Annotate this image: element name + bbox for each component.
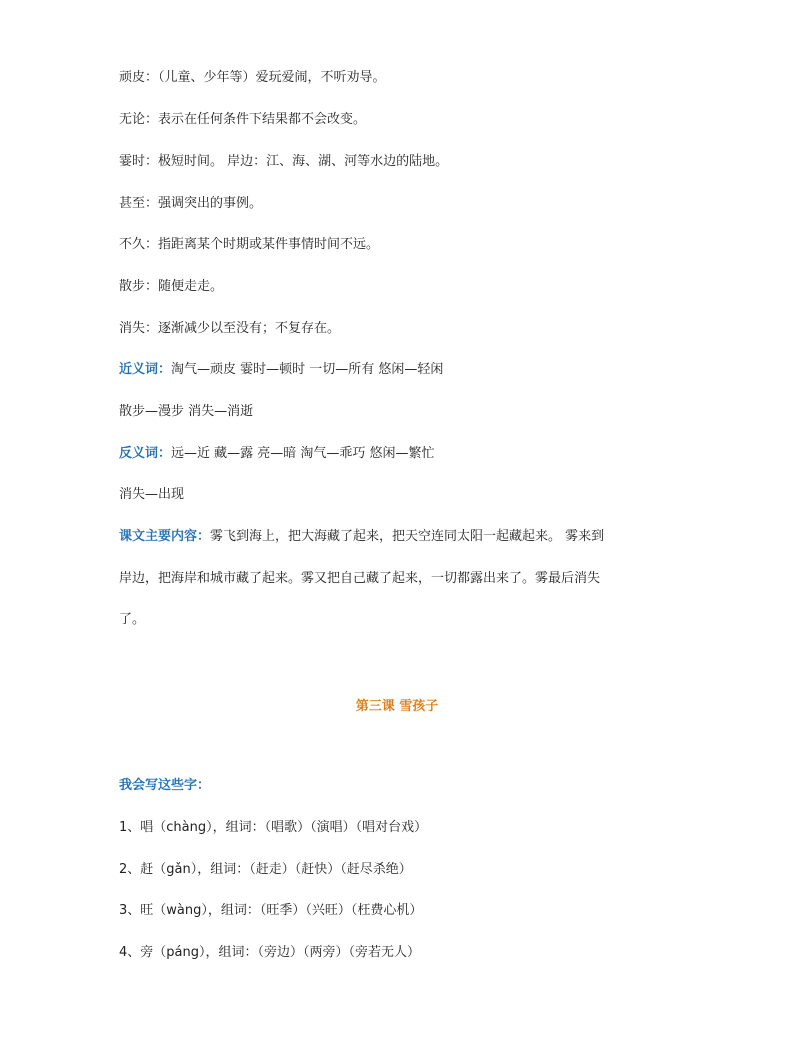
writing-item-3: 3、旺（wàng），组词：（旺季）（兴旺）（枉费心机）	[119, 903, 423, 918]
writing-item-1: 1、唱（chàng），组词：（唱歌）（演唱）（唱对台戏）	[119, 820, 428, 835]
definition-bujiu: 不久：指距离某个时期或某件事情时间不远。	[119, 237, 380, 252]
definition-wulun: 无论：表示在任何条件下结果都不会改变。	[119, 112, 367, 127]
antonyms-label: 反义词：	[119, 446, 172, 461]
chapter-title: 第三课 雪孩子	[355, 699, 439, 714]
summary-line	[119, 528, 604, 546]
summary-label: 课文主要内容：	[119, 529, 211, 544]
writing-label: 我会写这些字：	[119, 778, 211, 793]
writing-item-2: 2、赶（gǎn），组词：（赶走）（赶快）（赶尽杀绝）	[119, 862, 412, 877]
synonyms-line	[119, 361, 443, 379]
antonyms-line-2: 消失—出现	[119, 487, 185, 502]
summary-line-2: 岸边，把海岸和城市藏了起来。雾又把自己藏了起来，一切都露出来了。雾最后消失	[119, 571, 601, 586]
synonyms-text: 淘气—顽皮 霎时—顿时 一切—所有 悠闲—轻闲	[171, 362, 444, 377]
synonyms-label: 近义词：	[119, 362, 172, 377]
antonyms-line	[119, 445, 435, 463]
antonyms-text: 远—近 藏—露 亮—暗 淘气—乖巧 悠闲—繁忙	[171, 446, 435, 461]
synonyms-line-2: 散步—漫步 消失—消逝	[119, 404, 254, 419]
definition-wanpi: 顽皮：（儿童、少年等）爱玩爱闹，不听劝导。	[119, 70, 386, 85]
definition-sanbu: 散步：随便走走。	[119, 279, 224, 294]
summary-text: 雾飞到海上，把大海藏了起来，把天空连同太阳一起藏起来。 雾来到	[210, 529, 605, 544]
writing-item-4: 4、旁（páng），组词：（旁边）（两旁）（旁若无人）	[119, 945, 420, 960]
definition-shenzhi: 甚至：强调突出的事例。	[119, 196, 263, 211]
summary-line-3: 了。	[119, 612, 146, 627]
definition-xiaoshi: 消失：逐渐减少以至没有；不复存在。	[119, 321, 341, 336]
definition-shashi: 霎时：极短时间。 岸边：江、海、湖、河等水边的陆地。	[119, 154, 449, 169]
